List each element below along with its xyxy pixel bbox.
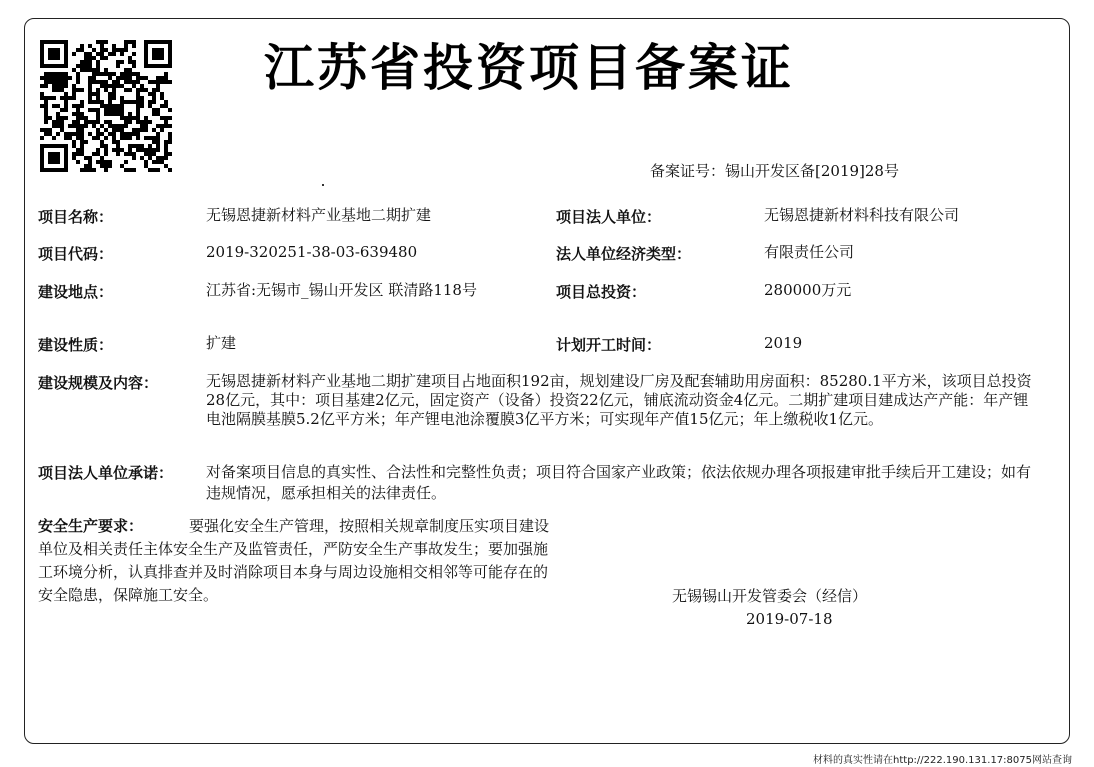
location-value: 江苏省:无锡市_锡山开发区 联清路118号 (206, 281, 477, 299)
safety-value: 要强化安全生产管理，按照相关规章制度压实项目建设单位及相关责任主体安全生产及监管责任，严防安全生产事故发生；要加强施工环境分析，认真排查并及时消除项目本身与周边设施相交相邻等可能存在的安全隐患，保障施工安全。 (38, 517, 550, 604)
issue-date: 2019-07-18 (746, 610, 833, 628)
legal-entity-value: 无锡恩捷新材料科技有限公司 (764, 206, 960, 224)
document-title: 江苏省投资项目备案证 (264, 39, 794, 97)
total-investment-value: 280000万元 (764, 281, 852, 299)
safety-label: 安全生产要求： (38, 517, 144, 535)
planned-start-value: 2019 (764, 334, 803, 352)
verification-link[interactable]: 材料的真实性请在http://222.190.131.17:8075网站查询 (813, 755, 1072, 766)
construction-nature-label: 建设性质： (38, 336, 114, 354)
project-code-value: 2019-320251-38-03-639480 (206, 243, 418, 261)
safety-requirements (38, 515, 550, 607)
scale-value: 无锡恩捷新材料产业基地二期扩建项目占地面积192亩，规划建设厂房及配套辅助用房面积：85280.1平方米，该项目总投资28亿元，其中：项目基建2亿元，固定资产（设备）投资22亿元，铺底流动资金4亿元。二期扩建项目建成达产产能：年产锂电池隔膜基膜5.2亿平方米；年产锂电池涂覆膜3亿平方米；可实现年产值15亿元；年上缴税收1亿元。 (206, 372, 1032, 428)
legal-entity-label: 项目法人单位： (556, 208, 662, 226)
entity-type-label: 法人单位经济类型： (556, 245, 692, 263)
qr-code-icon[interactable] (40, 40, 172, 172)
project-name-label: 项目名称： (38, 208, 114, 226)
planned-start-label: 计划开工时间： (556, 336, 662, 354)
stray-dot (322, 184, 324, 186)
total-investment-label: 项目总投资： (556, 283, 647, 301)
location-label: 建设地点： (38, 283, 114, 301)
project-code-label: 项目代码： (38, 245, 114, 263)
project-name-value: 无锡恩捷新材料产业基地二期扩建 (206, 206, 432, 224)
issuer-name: 无锡锡山开发管委会（经信） (672, 587, 868, 605)
commitment-value: 对备案项目信息的真实性、合法性和完整性负责；项目符合国家产业政策；依法依规办理各项报建审批手续后开工建设；如有违规情况，愿承担相关的法律责任。 (206, 463, 1032, 502)
entity-type-value: 有限责任公司 (764, 243, 855, 261)
scale-label: 建设规模及内容： (38, 374, 159, 392)
registration-number: 备案证号：锡山开发区备[2019]28号 (650, 162, 899, 180)
construction-nature-value: 扩建 (206, 334, 237, 352)
commitment-label: 项目法人单位承诺： (38, 464, 174, 482)
